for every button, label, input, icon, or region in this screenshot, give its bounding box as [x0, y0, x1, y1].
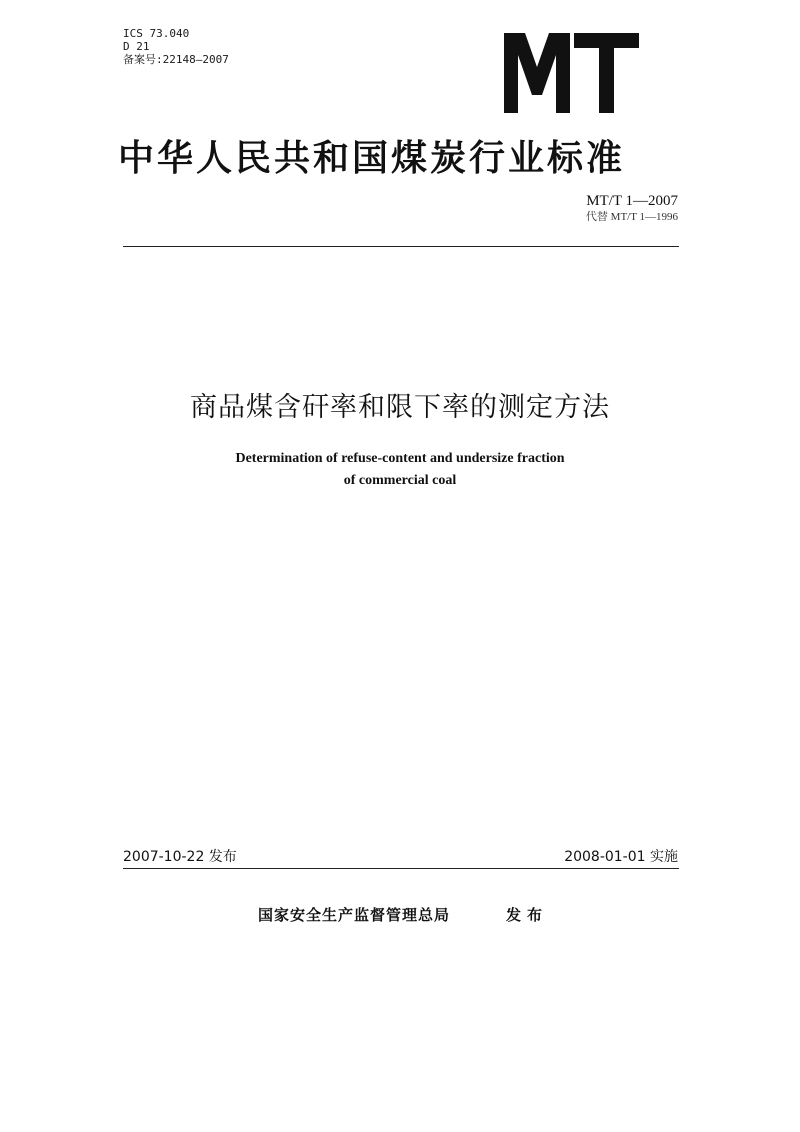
classification-block [123, 27, 229, 66]
replaces-standard: 代替 MT/T 1—1996 [585, 211, 678, 223]
chinese-title: 商品煤含矸率和限下率的测定方法 [190, 392, 610, 423]
issuing-authority: 国家安全生产监督管理总局 [258, 906, 451, 924]
ccs-code: D 21 [123, 40, 150, 53]
ics-code: ICS 73.040 [123, 27, 190, 40]
issue-action: 发布 [506, 906, 549, 924]
header-divider [123, 246, 679, 247]
footer-divider [123, 868, 679, 869]
issue-date: 2007-10-22 发布 [123, 849, 237, 865]
mt-logo [504, 33, 639, 113]
filing-number: 备案号:22148—2007 [123, 53, 229, 66]
english-title-line-1: Determination of refuse-content and undersize fraction [235, 451, 565, 466]
org-title: 中华人民共和国煤炭行业标准 [118, 138, 626, 179]
standard-number: MT/T 1—2007 [586, 193, 678, 209]
english-title-line-2: of commercial coal [343, 473, 457, 488]
english-title [0, 448, 800, 492]
implementation-date: 2008-01-01 实施 [564, 849, 678, 865]
